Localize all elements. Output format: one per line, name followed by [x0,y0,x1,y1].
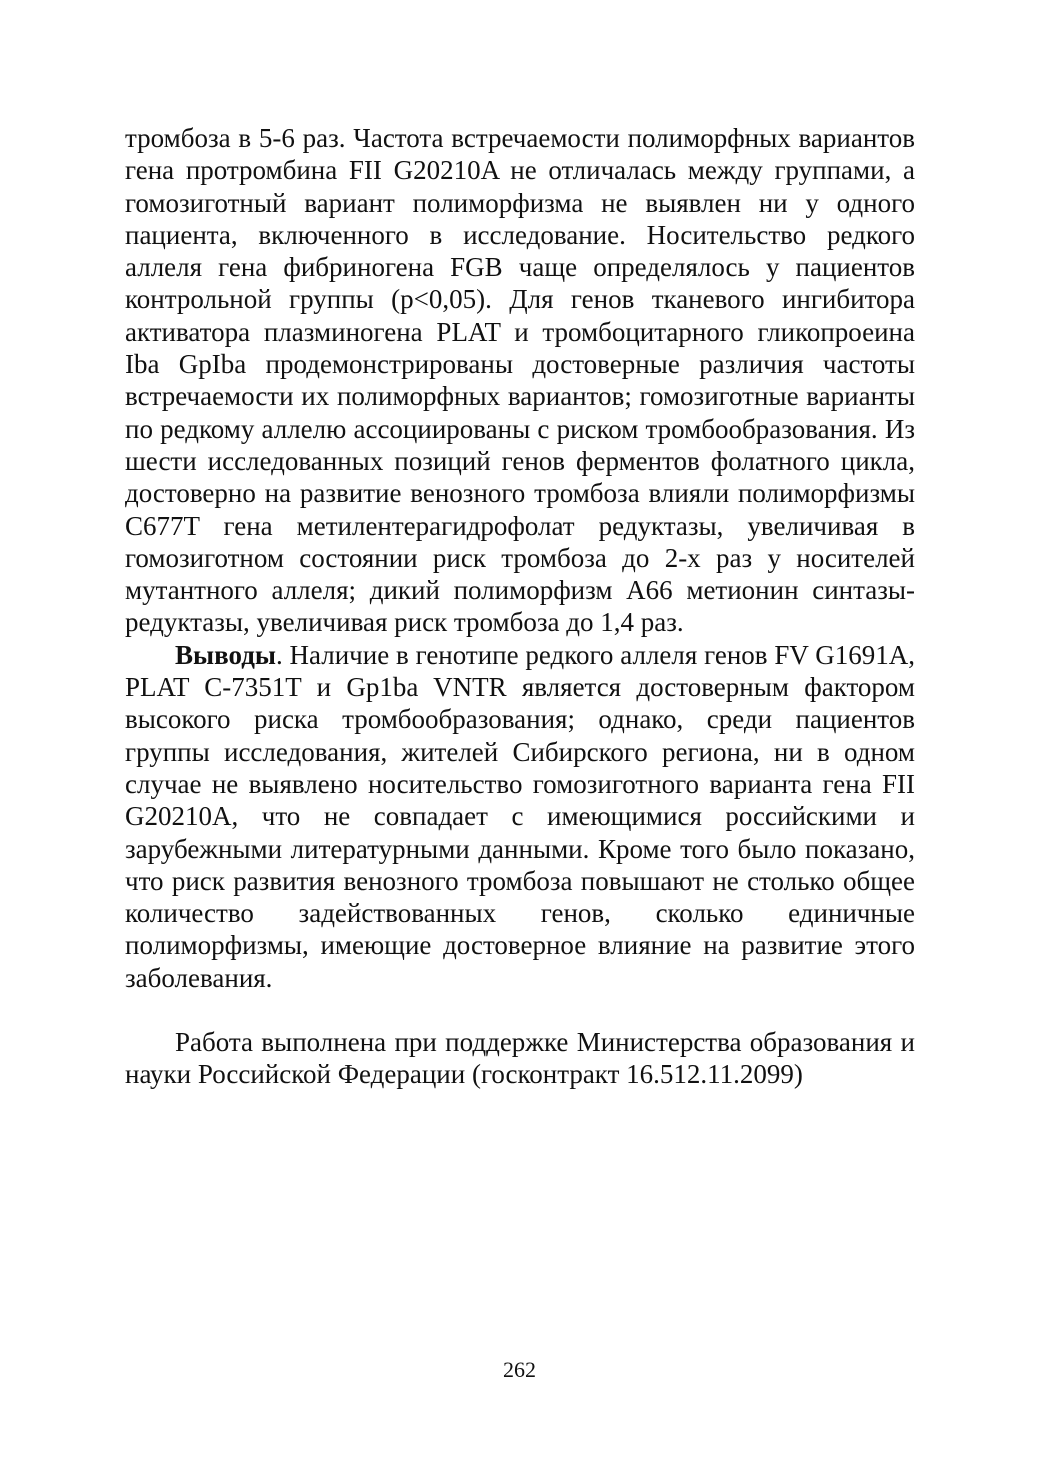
conclusions-paragraph [125,639,915,994]
results-paragraph: тромбоза в 5-6 раз. Частота встречаемости полиморфных вариантов гена протромбина FII G20210A не отличалась между группами, а гомозиготный вариант полиморфизма не выявлен ни у одного пациента, включенного в исследование. Носительство редкого аллеля гена фибриногена FGB чаще определялось у пациентов контрольной группы (p<0,05). Для генов тканевого ингибитора активатора плазминогена PLAT и тромбоцитарного гликопроеина Iba GpIba продемонстрированы достоверные различия частоты встречаемости их полиморфных вариантов; гомозиготные варианты по редкому аллелю ассоциированы с риском тромбообразования. Из шести исследованных позиций генов ферментов фолатного цикла, достоверно на развитие венозного тромбоза влияли полиморфизмы C677T гена метилентерагидрофолат редуктазы, увеличивая в гомозиготном состоянии риск тромбоза до 2-х раз у носителей мутантного аллеля; дикий полиморфизм A66 метионин синтазы-редуктазы, увеличивая риск тромбоза до 1,4 раз. [125,123,915,638]
page-number: 262 [503,1357,536,1382]
acknowledgement-paragraph: Работа выполнена при поддержке Министерства образования и науки Российской Федерации (госконтракт 16.512.11.2099) [125,1027,915,1090]
conclusions-text: . Наличие в генотипе редкого аллеля генов FV G1691A, PLAT C-7351T и Gp1ba VNTR является достоверным фактором высокого риска тромбообразования; однако, среди пациентов группы исследования, жителей Сибирского региона, ни в одном случае не выявлено носительство гомозиготного варианта гена FII G20210A, что не совпадает с имеющимися российскими и зарубежными литературными данными. Кроме того было показано, что риск развития венозного тромбоза повышают не столько общее количество задействованных генов, сколько единичные полиморфизмы, имеющие достоверное влияние на развитие этого заболевания. [125,639,915,993]
paragraph-spacer [125,994,915,1026]
body-text [125,122,915,1091]
conclusions-heading: Выводы [175,639,276,670]
